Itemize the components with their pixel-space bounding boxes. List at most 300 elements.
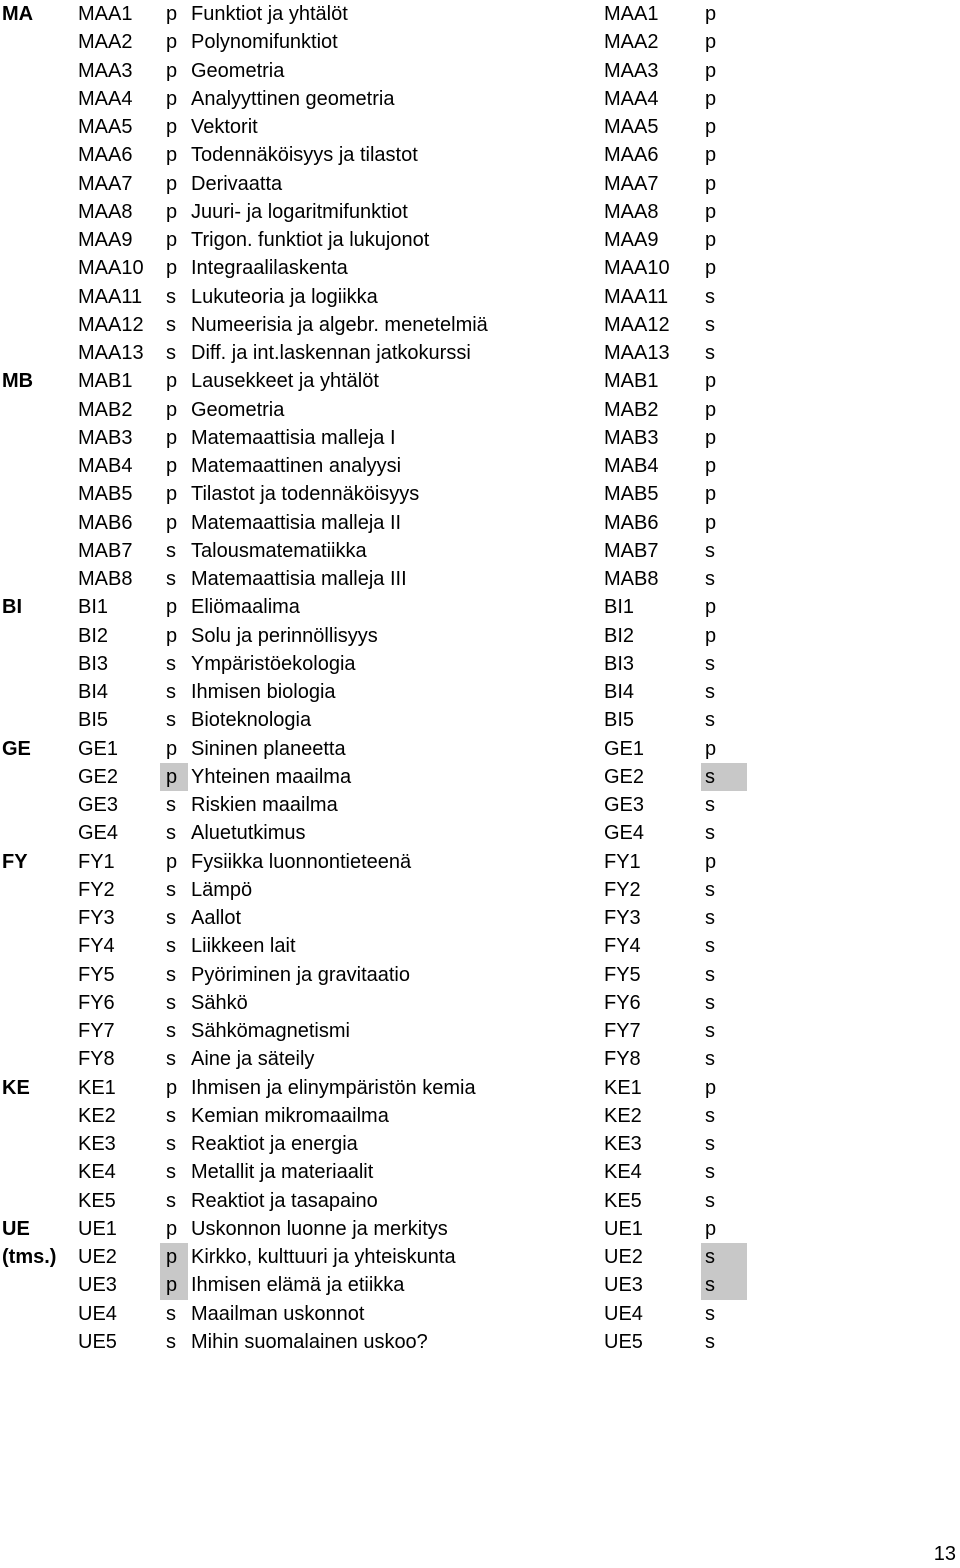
table-row	[0, 480, 960, 508]
subject-label	[0, 678, 72, 706]
course-name: Reaktiot ja energia	[191, 1133, 358, 1156]
row-spacer	[747, 85, 960, 113]
row-spacer	[747, 565, 960, 593]
table-row	[0, 763, 960, 791]
course-code-repeat: MAB1	[604, 370, 659, 393]
subject-label	[0, 819, 72, 847]
course-code: FY6	[78, 991, 115, 1014]
subject-label	[0, 480, 72, 508]
course-code-repeat: FY8	[604, 1048, 641, 1071]
row-spacer	[747, 1045, 960, 1073]
course-code: FY3	[78, 907, 115, 930]
course-type: p	[166, 229, 178, 252]
course-type-new: s	[705, 1104, 715, 1127]
course-code-repeat: MAA7	[604, 172, 659, 195]
course-type-new: s	[705, 342, 715, 365]
course-code-repeat: FY2	[604, 878, 641, 901]
course-type-new: s	[701, 1271, 747, 1299]
course-type: s	[166, 342, 176, 365]
row-spacer	[747, 1215, 960, 1243]
table-row	[0, 876, 960, 904]
course-name: Kemian mikromaailma	[191, 1104, 389, 1127]
course-name: Diff. ja int.laskennan jatkokurssi	[191, 342, 471, 365]
course-name: Matemaattisia malleja II	[191, 511, 402, 534]
row-spacer	[747, 819, 960, 847]
course-type: p	[166, 624, 178, 647]
course-type: p	[160, 1271, 188, 1299]
course-type: s	[166, 709, 176, 732]
course-code-repeat: UE4	[604, 1302, 643, 1325]
course-code-repeat: MAA5	[604, 116, 659, 139]
table-row	[0, 650, 960, 678]
course-code-repeat: BI3	[604, 652, 635, 675]
course-code: BI3	[78, 652, 109, 675]
course-type: s	[166, 1302, 176, 1325]
course-code: MAA9	[78, 229, 133, 252]
course-code-repeat: MAB4	[604, 455, 659, 478]
course-type-new: s	[705, 907, 715, 930]
row-spacer	[747, 1187, 960, 1215]
table-row	[0, 1017, 960, 1045]
table-row	[0, 57, 960, 85]
course-name: Trigon. funktiot ja lukujonot	[191, 229, 430, 252]
subject-label	[0, 283, 72, 311]
row-spacer	[747, 1102, 960, 1130]
subject-label	[0, 85, 72, 113]
course-name: Metallit ja materiaalit	[191, 1161, 374, 1184]
course-type: p	[166, 172, 178, 195]
subject-label	[0, 452, 72, 480]
course-type-new: s	[701, 1243, 747, 1271]
course-name: Todennäköisyys ja tilastot	[191, 144, 418, 167]
course-type: s	[166, 794, 176, 817]
course-code-repeat: MAB7	[604, 539, 659, 562]
row-spacer	[747, 311, 960, 339]
subject-label	[0, 706, 72, 734]
row-spacer	[747, 1271, 960, 1299]
table-row	[0, 226, 960, 254]
course-code-repeat: MAA6	[604, 144, 659, 167]
subject-label	[0, 198, 72, 226]
course-name: Uskonnon luonne ja merkitys	[191, 1217, 448, 1240]
course-type-new: s	[705, 935, 715, 958]
course-name: Lukuteoria ja logiikka	[191, 285, 378, 308]
table-row	[0, 170, 960, 198]
subject-label	[0, 509, 72, 537]
course-name: Eliömaalima	[191, 596, 300, 619]
course-code-repeat: MAA4	[604, 87, 659, 110]
table-row	[0, 509, 960, 537]
subject-label	[0, 791, 72, 819]
course-type: s	[166, 907, 176, 930]
course-code-repeat: BI5	[604, 709, 635, 732]
table-row	[0, 28, 960, 56]
subject-label	[0, 1271, 72, 1299]
course-code: GE3	[78, 794, 119, 817]
course-code: BI5	[78, 709, 109, 732]
course-type-new: p	[705, 624, 717, 647]
table-row	[0, 537, 960, 565]
course-code: MAA4	[78, 87, 133, 110]
course-code: MAA3	[78, 59, 133, 82]
course-name: Talousmatematiikka	[191, 539, 367, 562]
course-code-repeat: FY1	[604, 850, 641, 873]
table-row	[0, 452, 960, 480]
course-type-new: p	[705, 483, 717, 506]
course-type-new: s	[705, 709, 715, 732]
course-code-repeat: UE1	[604, 1217, 643, 1240]
course-name: Ihmisen biologia	[191, 681, 336, 704]
course-type-new: s	[705, 1048, 715, 1071]
course-code-repeat: KE2	[604, 1104, 642, 1127]
subject-label: FY	[2, 850, 28, 873]
subject-label	[0, 424, 72, 452]
course-code: MAA8	[78, 200, 133, 223]
row-spacer	[747, 1017, 960, 1045]
course-type: p	[166, 3, 178, 26]
course-name: Sähkö	[191, 991, 248, 1014]
table-row	[0, 735, 960, 763]
row-spacer	[747, 537, 960, 565]
row-spacer	[747, 1328, 960, 1356]
course-name: Riskien maailma	[191, 794, 338, 817]
table-row	[0, 396, 960, 424]
course-name: Aluetutkimus	[191, 822, 306, 845]
course-name: Sähkömagnetismi	[191, 1020, 350, 1043]
course-type-new: p	[705, 455, 717, 478]
course-name: Ympäristöekologia	[191, 652, 356, 675]
course-code-repeat: MAB2	[604, 398, 659, 421]
row-spacer	[747, 57, 960, 85]
subject-label	[0, 1045, 72, 1073]
course-type: p	[166, 455, 178, 478]
row-spacer	[747, 791, 960, 819]
course-code-repeat: UE5	[604, 1330, 643, 1353]
table-row	[0, 1300, 960, 1328]
course-type-new: p	[705, 1217, 717, 1240]
course-code: FY5	[78, 963, 115, 986]
row-spacer	[747, 113, 960, 141]
subject-label	[0, 1300, 72, 1328]
course-type-new: s	[705, 1020, 715, 1043]
course-code-repeat: FY6	[604, 991, 641, 1014]
course-code: FY8	[78, 1048, 115, 1071]
course-name: Juuri- ja logaritmifunktiot	[191, 200, 408, 223]
course-code: MAB3	[78, 426, 133, 449]
course-type-new: p	[705, 144, 717, 167]
row-spacer	[747, 367, 960, 395]
table-row	[0, 1271, 960, 1299]
course-type-new: p	[705, 511, 717, 534]
table-row	[0, 1130, 960, 1158]
course-type-new: s	[705, 568, 715, 591]
course-code: MAB8	[78, 568, 133, 591]
course-type: s	[166, 1189, 176, 1212]
subject-label: UE	[2, 1217, 30, 1240]
course-code: FY4	[78, 935, 115, 958]
row-spacer	[747, 1300, 960, 1328]
course-code-repeat: MAA1	[604, 3, 659, 26]
course-name: Polynomifunktiot	[191, 31, 338, 54]
course-name: Lämpö	[191, 878, 253, 901]
subject-label	[0, 141, 72, 169]
table-row	[0, 1243, 960, 1271]
subject-label	[0, 339, 72, 367]
course-type: s	[166, 285, 176, 308]
subject-label	[0, 28, 72, 56]
course-type-new: s	[705, 1302, 715, 1325]
course-name: Tilastot ja todennäköisyys	[191, 483, 420, 506]
course-type: p	[166, 511, 178, 534]
course-type: s	[166, 539, 176, 562]
subject-label	[0, 989, 72, 1017]
course-type-new: p	[705, 850, 717, 873]
course-type: p	[166, 116, 178, 139]
course-code-repeat: KE1	[604, 1076, 642, 1099]
table-row	[0, 961, 960, 989]
course-code: UE1	[78, 1217, 117, 1240]
course-code: GE4	[78, 822, 119, 845]
course-name: Bioteknologia	[191, 709, 312, 732]
course-name: Funktiot ja yhtälöt	[191, 3, 348, 26]
course-type-new: p	[705, 370, 717, 393]
row-spacer	[747, 480, 960, 508]
course-code: MAA1	[78, 3, 133, 26]
subject-label: GE	[2, 737, 31, 760]
course-name: Aallot	[191, 907, 242, 930]
course-type: p	[166, 144, 178, 167]
course-name: Yhteinen maailma	[191, 765, 352, 788]
course-name: Matemaattisia malleja I	[191, 426, 396, 449]
course-type: s	[166, 935, 176, 958]
course-code-repeat: GE1	[604, 737, 645, 760]
subject-label	[0, 113, 72, 141]
row-spacer	[747, 28, 960, 56]
subject-label	[0, 1102, 72, 1130]
course-code-repeat: MAA11	[604, 285, 669, 308]
course-code-repeat: GE3	[604, 794, 645, 817]
course-code: MAB4	[78, 455, 133, 478]
course-code: BI2	[78, 624, 109, 647]
course-type-new: p	[705, 426, 717, 449]
course-name: Derivaatta	[191, 172, 283, 195]
table-row	[0, 1074, 960, 1102]
course-type: p	[160, 1243, 188, 1271]
course-type-new: p	[705, 172, 717, 195]
course-type-new: p	[705, 398, 717, 421]
course-code: FY7	[78, 1020, 115, 1043]
row-spacer	[747, 226, 960, 254]
course-name: Numeerisia ja algebr. menetelmiä	[191, 313, 488, 336]
row-spacer	[747, 198, 960, 226]
table-row	[0, 819, 960, 847]
course-type: s	[166, 313, 176, 336]
course-code: MAA12	[78, 313, 144, 336]
course-type: s	[166, 1133, 176, 1156]
row-spacer	[747, 932, 960, 960]
course-code-repeat: MAA2	[604, 31, 659, 54]
course-name: Reaktiot ja tasapaino	[191, 1189, 378, 1212]
row-spacer	[747, 283, 960, 311]
row-spacer	[747, 1243, 960, 1271]
course-type: p	[166, 398, 178, 421]
course-type-new: s	[705, 1161, 715, 1184]
table-row	[0, 622, 960, 650]
row-spacer	[747, 396, 960, 424]
subject-label	[0, 254, 72, 282]
table-row	[0, 932, 960, 960]
subject-label	[0, 904, 72, 932]
course-type: s	[166, 1330, 176, 1353]
course-type: s	[166, 652, 176, 675]
course-name: Kirkko, kulttuuri ja yhteiskunta	[191, 1246, 456, 1269]
course-code: BI1	[78, 596, 109, 619]
course-type-new: s	[705, 963, 715, 986]
course-code: MAA6	[78, 144, 133, 167]
subject-label	[0, 396, 72, 424]
course-code-repeat: GE2	[604, 765, 645, 788]
course-code-repeat: BI1	[604, 596, 635, 619]
course-type-new: p	[705, 229, 717, 252]
course-code: MAB7	[78, 539, 133, 562]
course-code: BI4	[78, 681, 109, 704]
course-code: KE3	[78, 1133, 116, 1156]
course-name: Solu ja perinnöllisyys	[191, 624, 378, 647]
row-spacer	[747, 141, 960, 169]
course-type: s	[166, 963, 176, 986]
course-type: s	[166, 568, 176, 591]
subject-label	[0, 537, 72, 565]
table-row	[0, 113, 960, 141]
course-name: Fysiikka luonnontieteenä	[191, 850, 412, 873]
course-type-new: s	[705, 313, 715, 336]
row-spacer	[747, 452, 960, 480]
course-type: s	[166, 1020, 176, 1043]
subject-label	[0, 311, 72, 339]
subject-label: MA	[2, 3, 34, 26]
course-type-new: s	[705, 539, 715, 562]
course-name: Sininen planeetta	[191, 737, 346, 760]
course-code: UE3	[78, 1274, 117, 1297]
row-spacer	[747, 904, 960, 932]
course-code-repeat: MAA13	[604, 342, 670, 365]
course-code: KE5	[78, 1189, 116, 1212]
course-type-new: s	[705, 681, 715, 704]
course-type: s	[166, 822, 176, 845]
course-code: GE2	[78, 765, 119, 788]
course-code: GE1	[78, 737, 119, 760]
table-row	[0, 1045, 960, 1073]
course-code-repeat: KE4	[604, 1161, 642, 1184]
course-code-repeat: MAA8	[604, 200, 659, 223]
course-code-repeat: KE5	[604, 1189, 642, 1212]
course-name: Analyyttinen geometria	[191, 87, 395, 110]
course-code: MAA5	[78, 116, 133, 139]
row-spacer	[747, 339, 960, 367]
course-type: p	[166, 200, 178, 223]
course-type: p	[166, 426, 178, 449]
course-type-new: s	[705, 285, 715, 308]
course-code: MAA10	[78, 257, 144, 280]
course-type-new: s	[701, 763, 747, 791]
course-name: Aine ja säteily	[191, 1048, 315, 1071]
table-row	[0, 593, 960, 621]
row-spacer	[747, 254, 960, 282]
table-row	[0, 1102, 960, 1130]
course-code: MAB2	[78, 398, 133, 421]
subject-label: BI	[2, 596, 22, 619]
course-code-repeat: MAB3	[604, 426, 659, 449]
row-spacer	[747, 170, 960, 198]
course-name: Pyöriminen ja gravitaatio	[191, 963, 410, 986]
row-spacer	[747, 848, 960, 876]
page-number: 13	[933, 1543, 956, 1565]
subject-label	[0, 622, 72, 650]
course-code: MAA2	[78, 31, 133, 54]
row-spacer	[747, 735, 960, 763]
course-code: MAA7	[78, 172, 133, 195]
course-type-new: s	[705, 1330, 715, 1353]
course-name: Geometria	[191, 59, 285, 82]
subject-label: MB	[2, 370, 34, 393]
course-type-new: s	[705, 1189, 715, 1212]
course-type-new: s	[705, 1133, 715, 1156]
table-row	[0, 254, 960, 282]
course-code: MAA13	[78, 342, 144, 365]
subject-label	[0, 932, 72, 960]
course-name: Maailman uskonnot	[191, 1302, 365, 1325]
row-spacer	[747, 1130, 960, 1158]
course-type-new: p	[705, 596, 717, 619]
course-code-repeat: MAA9	[604, 229, 659, 252]
course-code: FY2	[78, 878, 115, 901]
course-type: s	[166, 1104, 176, 1127]
course-code-repeat: MAA3	[604, 59, 659, 82]
table-row	[0, 565, 960, 593]
course-code: KE4	[78, 1161, 116, 1184]
subject-label	[0, 1187, 72, 1215]
subject-label	[0, 1130, 72, 1158]
row-spacer	[747, 509, 960, 537]
row-spacer	[747, 706, 960, 734]
course-type-new: p	[705, 737, 717, 760]
course-type-new: p	[705, 87, 717, 110]
course-code-repeat: BI2	[604, 624, 635, 647]
course-code-repeat: MAA10	[604, 257, 670, 280]
table-row	[0, 424, 960, 452]
table-row	[0, 706, 960, 734]
course-code: KE1	[78, 1076, 116, 1099]
row-spacer	[747, 1158, 960, 1186]
course-type: p	[166, 483, 178, 506]
row-spacer	[747, 424, 960, 452]
course-code-repeat: FY7	[604, 1020, 641, 1043]
course-name: Lausekkeet ja yhtälöt	[191, 370, 379, 393]
table-row	[0, 1187, 960, 1215]
course-code-repeat: UE2	[604, 1246, 643, 1269]
course-name: Vektorit	[191, 116, 258, 139]
table-row	[0, 1328, 960, 1356]
subject-label	[0, 876, 72, 904]
course-code: FY1	[78, 850, 115, 873]
course-type-new: s	[705, 878, 715, 901]
course-name: Matemaattisia malleja III	[191, 568, 407, 591]
subject-label	[0, 170, 72, 198]
course-type: p	[166, 1217, 178, 1240]
course-type-new: s	[705, 794, 715, 817]
course-type: p	[166, 596, 178, 619]
course-name: Geometria	[191, 398, 285, 421]
